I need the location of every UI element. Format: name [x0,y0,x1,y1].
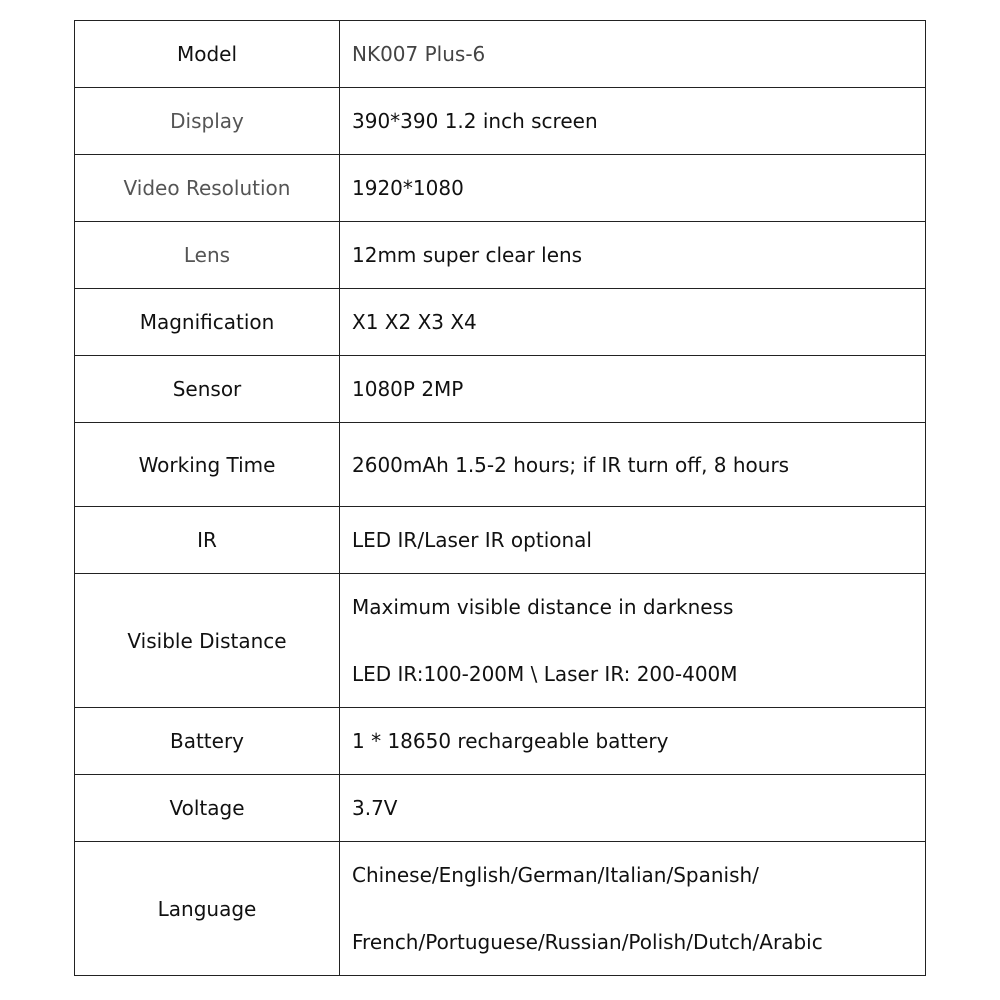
magnification-value: X1 X2 X3 X4 [340,289,926,356]
table-row-language [75,842,926,976]
language-value [340,842,926,976]
lens-value: 12mm super clear lens [340,222,926,289]
language-label: Language [75,842,340,976]
table-row-lens [75,222,926,289]
table-row-ir [75,507,926,574]
battery-label: Battery [75,708,340,775]
ir-label: IR [75,507,340,574]
video-resolution-value: 1920*1080 [340,155,926,222]
table-row-display [75,88,926,155]
visible-distance-line-1: Maximum visible distance in darkness [352,595,734,619]
voltage-value: 3.7V [340,775,926,842]
model-value: NK007 Plus-6 [340,21,926,88]
table-row-voltage [75,775,926,842]
table-row-sensor [75,356,926,423]
sensor-label: Sensor [75,356,340,423]
magnification-label: Magnification [75,289,340,356]
table-row-visible-distance [75,574,926,708]
battery-value: 1 * 18650 rechargeable battery [340,708,926,775]
table-row-video-resolution [75,155,926,222]
display-value: 390*390 1.2 inch screen [340,88,926,155]
display-label: Display [75,88,340,155]
voltage-label: Voltage [75,775,340,842]
spec-table [74,20,926,976]
visible-distance-line-2: LED IR:100-200M \ Laser IR: 200-400M [352,662,738,686]
language-line-1: Chinese/English/German/Italian/Spanish/ [352,863,759,887]
working-time-value: 2600mAh 1.5-2 hours; if IR turn off, 8 hours [340,423,926,507]
table-row-working-time [75,423,926,507]
sensor-value: 1080P 2MP [340,356,926,423]
ir-value: LED IR/Laser IR optional [340,507,926,574]
visible-distance-label: Visible Distance [75,574,340,708]
model-label: Model [75,21,340,88]
video-resolution-label: Video Resolution [75,155,340,222]
working-time-label: Working Time [75,423,340,507]
visible-distance-value [340,574,926,708]
table-row-magnification [75,289,926,356]
table-row-battery [75,708,926,775]
table-row-model [75,21,926,88]
lens-label: Lens [75,222,340,289]
language-line-2: French/Portuguese/Russian/Polish/Dutch/Arabic [352,930,823,954]
